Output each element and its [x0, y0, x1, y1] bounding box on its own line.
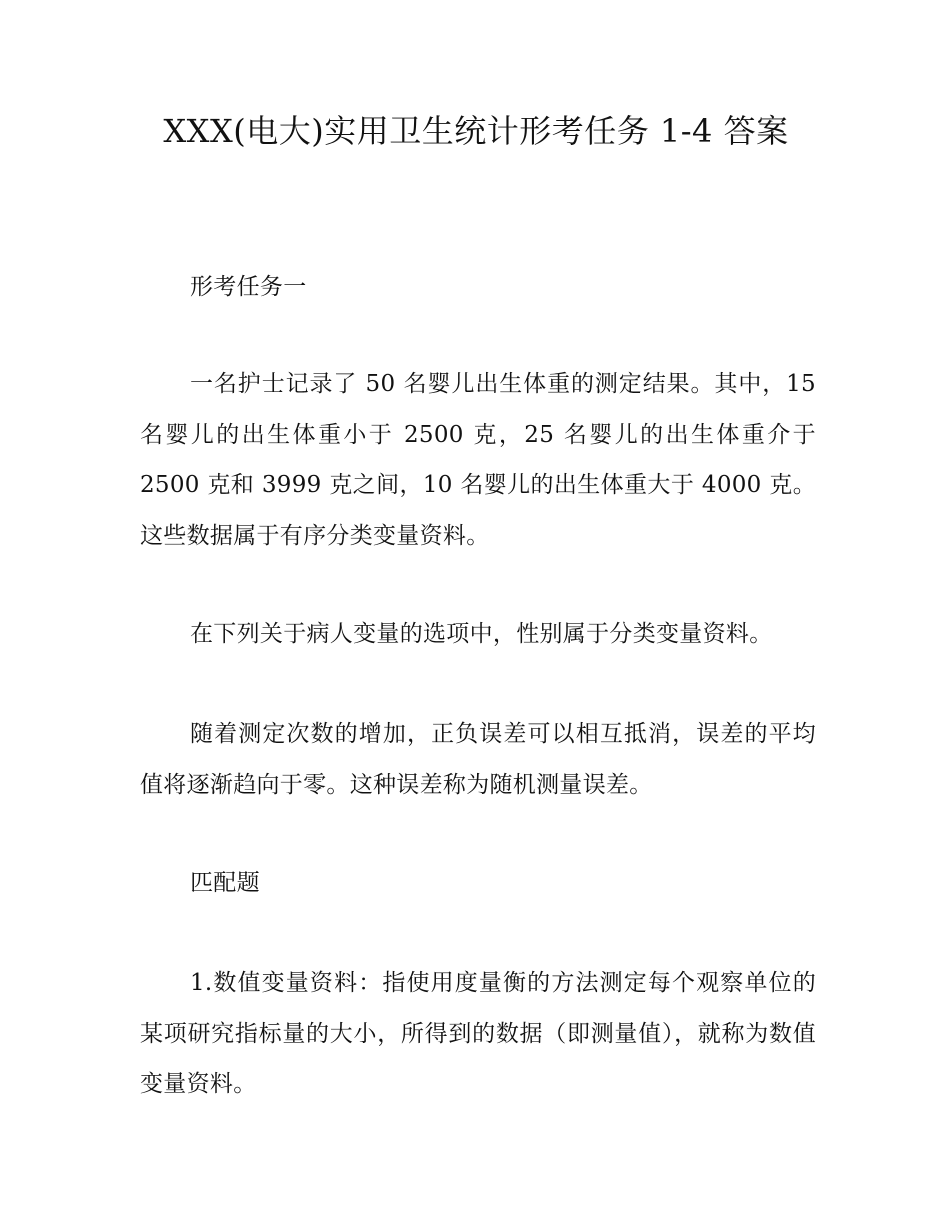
paragraph-random-error: 随着测定次数的增加，正负误差可以相互抵消，误差的平均值将逐渐趋向于零。这种误差称为随机测量误差。 — [140, 721, 816, 798]
document-title: XXX(电大)实用卫生统计形考任务 1-4 答案 — [163, 112, 789, 150]
paragraph-gender-variable: 在下列关于病人变量的选项中，性别属于分类变量资料。 — [190, 621, 773, 647]
section-heading-matching: 匹配题 — [190, 870, 260, 896]
paragraph-numeric-variable-definition: 1.数值变量资料：指使用度量衡的方法测定每个观察单位的某项研究指标量的大小，所得到的数据（即测量值），就称为数值变量资料。 — [140, 970, 816, 1097]
section-heading-task-one: 形考任务一 — [190, 274, 307, 300]
paragraph-infant-weight: 一名护士记录了 50 名婴儿出生体重的测定结果。其中，15 名婴儿的出生体重小于 2500 克，25 名婴儿的出生体重介于 2500 克和 3999 克之间，10 名婴儿的出生体重大于 4000 克。这些数据属于有序分类变量资料。 — [140, 371, 816, 549]
